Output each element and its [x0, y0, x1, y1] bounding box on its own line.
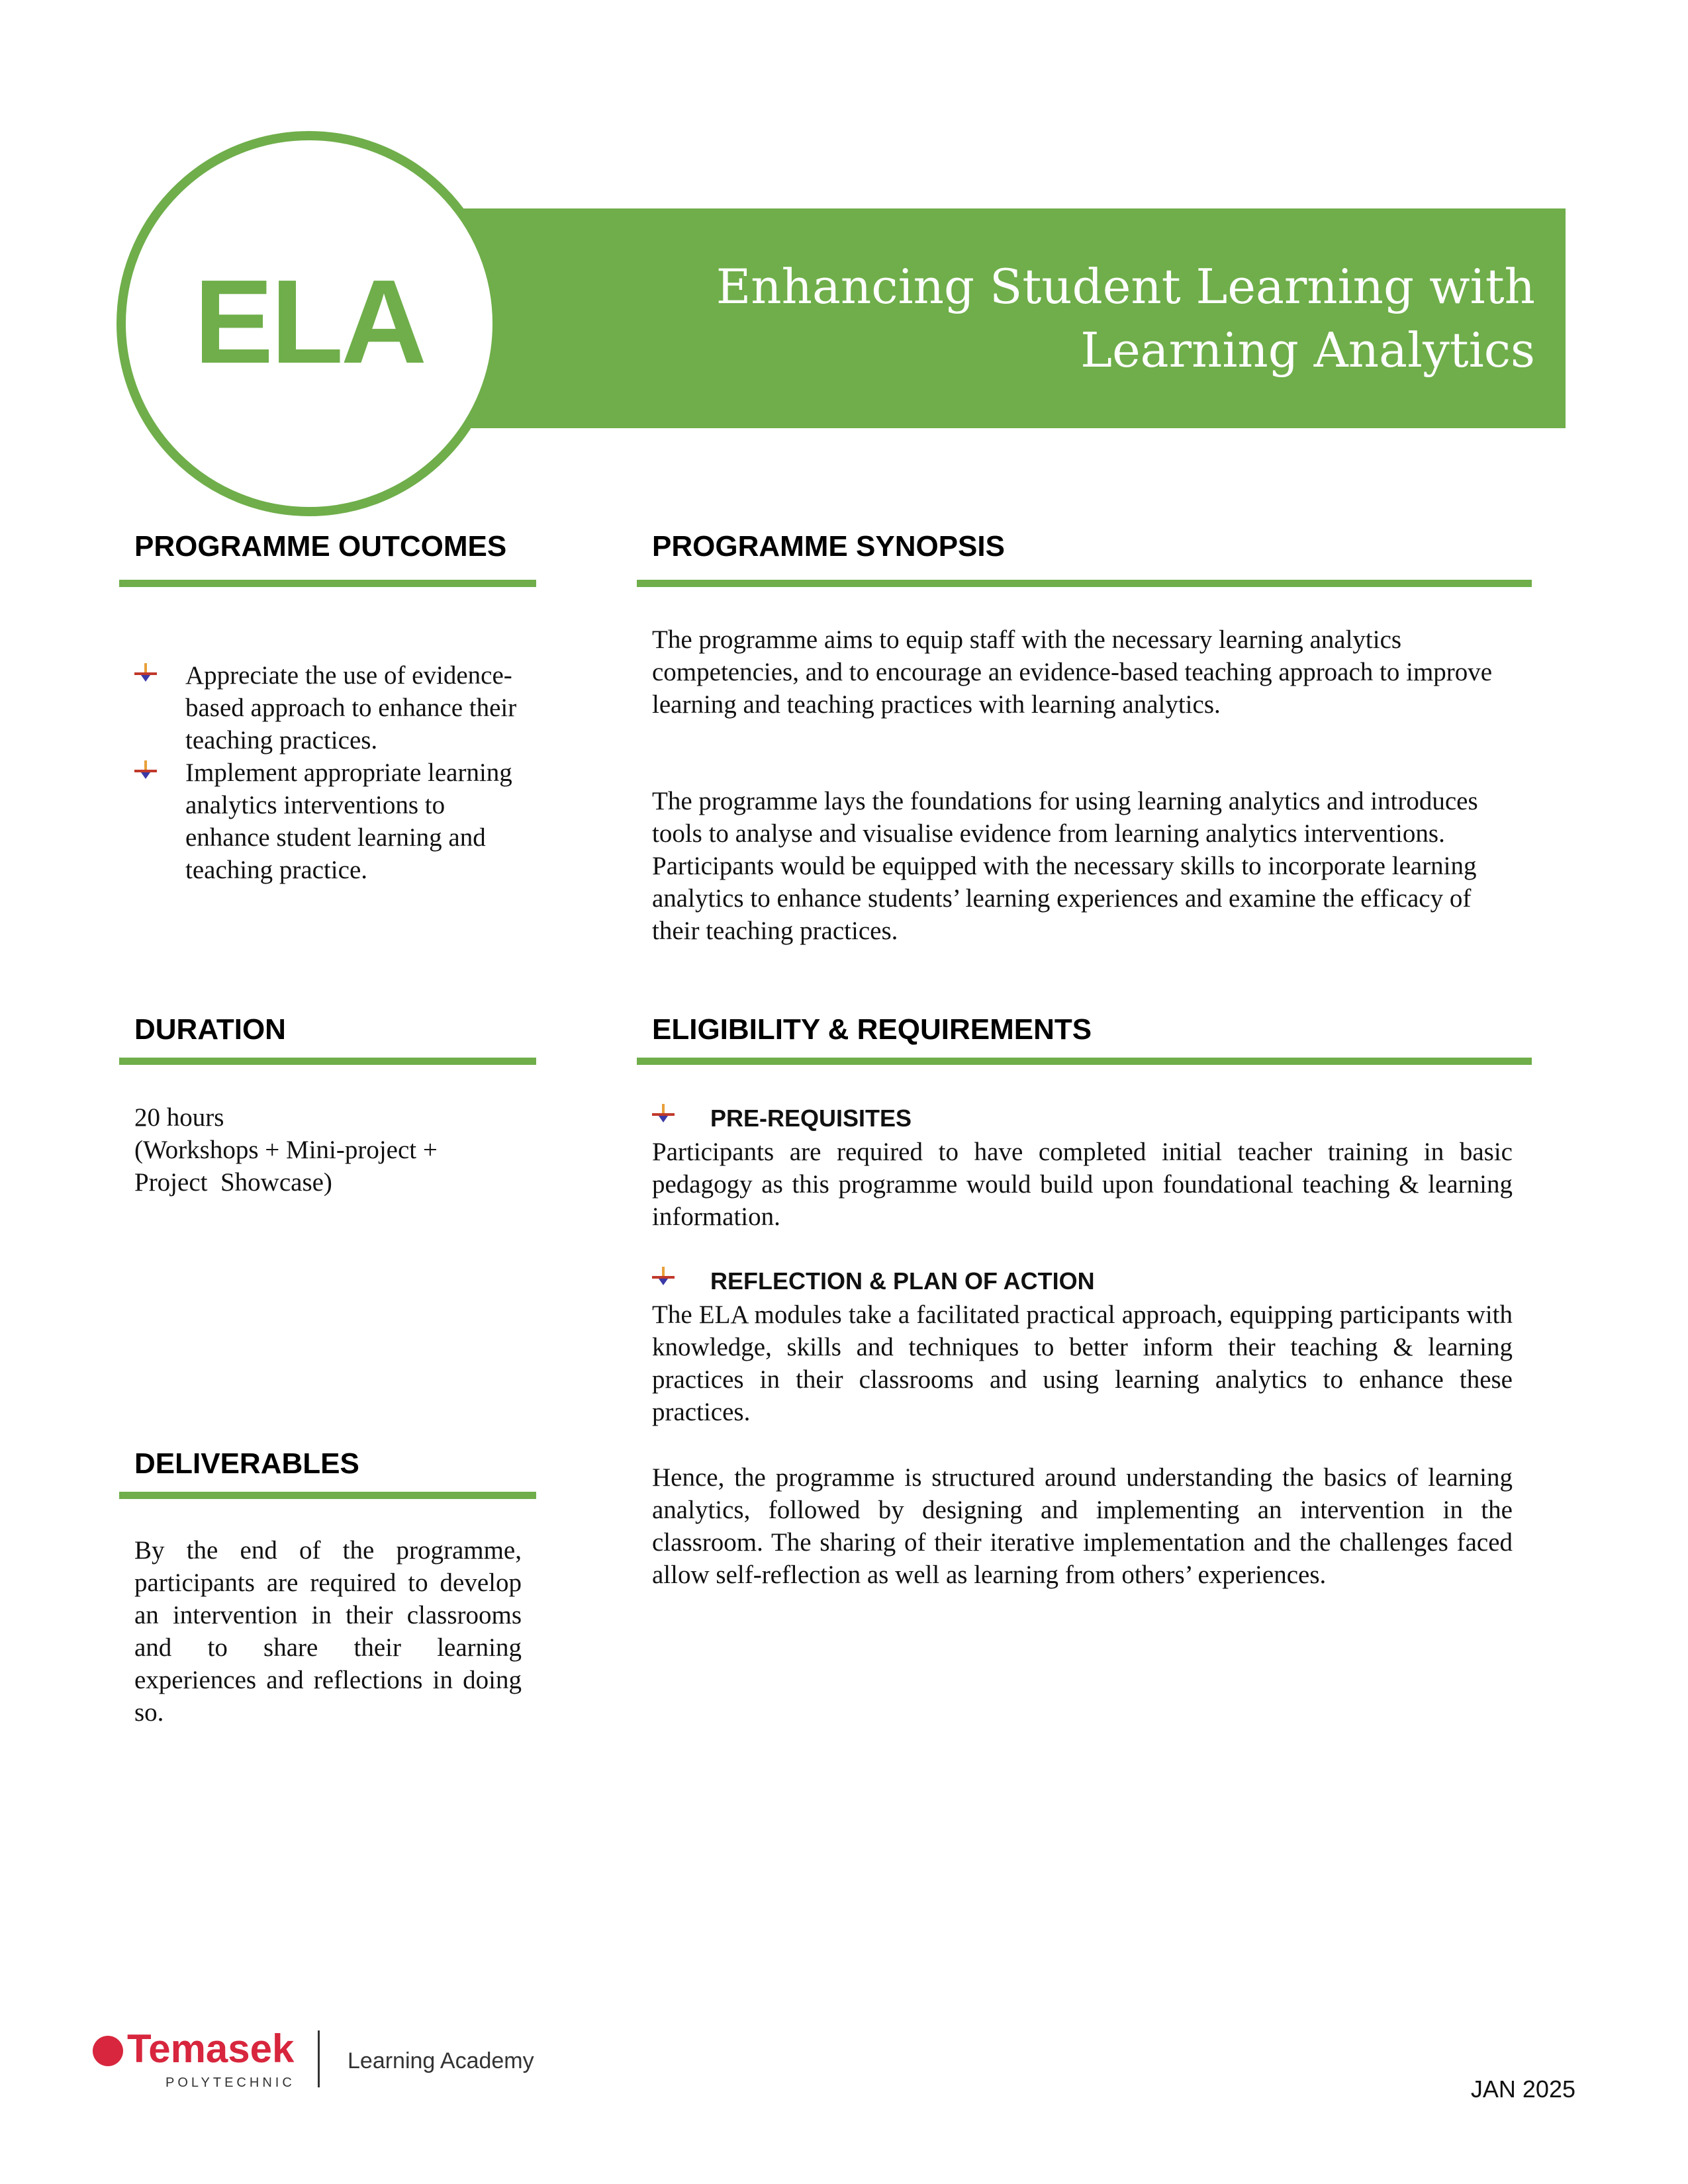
learning-academy-label: Learning Academy [348, 2048, 534, 2073]
prerequisites-title: PRE-REQUISITES [710, 1105, 912, 1132]
bullet-arrow-icon [652, 1267, 675, 1287]
list-item [134, 756, 532, 886]
logo-divider [318, 2030, 320, 2087]
bullet-arrow-icon [652, 1104, 675, 1124]
temasek-logo-icon [93, 2036, 123, 2066]
eligibility-divider [637, 1058, 1532, 1065]
duration-hours: 20 hours [134, 1103, 224, 1132]
bullet-arrow-icon [134, 760, 157, 780]
issue-date: JAN 2025 [1470, 2075, 1575, 2103]
list-item [134, 659, 532, 756]
synopsis-paragraph-1: The programme aims to equip staff with the necessary learning analytics competencies, and to encourage an evidence-based teaching approach to improve learning and teaching practices with learning analytics. [652, 625, 1493, 719]
duration-heading: DURATION [134, 1013, 286, 1046]
title-line-2: Learning Analytics [1080, 322, 1535, 378]
bullet-arrow-icon [134, 663, 157, 683]
synopsis-paragraph-2: The programme lays the foundations for using learning analytics and introduces tools to analyse and visualise evidence from learning analytics interventions. Participants would be equipped with the necessary skills to incorporate learning analytics to enhance students’ learning experiences and examine the efficacy of their teaching practices. [652, 787, 1478, 945]
deliverables-text: By the end of the programme, participants are required to develop an intervention in their classrooms and to share their learning experiences and reflections in doing so. [134, 1536, 522, 1727]
deliverables-heading: DELIVERABLES [134, 1447, 359, 1480]
outcome-text: Appreciate the use of evidence-based approach to enhance their teaching practices. [185, 661, 517, 754]
duration-breakdown-1: (Workshops + Mini-project + [134, 1136, 438, 1164]
acronym-badge [117, 131, 502, 516]
eligibility-heading: ELIGIBILITY & REQUIREMENTS [652, 1013, 1092, 1046]
temasek-logo [93, 2025, 556, 2098]
synopsis-heading: PROGRAMME SYNOPSIS [652, 530, 1005, 563]
title-banner [463, 208, 1566, 428]
logo-subtitle: POLYTECHNIC [165, 2075, 295, 2090]
programme-title [608, 255, 1535, 382]
duration-text [134, 1101, 532, 1199]
duration-breakdown-2: Project Showcase) [134, 1168, 332, 1197]
prerequisites-text: Participants are required to have completed initial teacher training in basic pedagogy as this programme would build upon foundational teaching & learning information. [652, 1138, 1513, 1231]
reflection-text-2: Hence, the programme is structured around understanding the basics of learning analytics, followed by designing and implementing an intervention in the classroom. The sharing of their iterative implementation and the challenges faced allow self-reflection as well as learning from others’ experiences. [652, 1463, 1513, 1589]
outcomes-heading: PROGRAMME OUTCOMES [134, 530, 507, 563]
reflection-text-1: The ELA modules take a facilitated practical approach, equipping participants with knowledge, skills and techniques to better inform their teaching & learning practices in their classrooms and using learning analytics to enhance these practices. [652, 1300, 1513, 1426]
logo-name: Temasek [127, 2026, 295, 2071]
outcome-text: Implement appropriate learning analytics interventions to enhance student learning and teaching practice. [185, 758, 512, 884]
acronym-text: ELA [194, 255, 424, 388]
title-line-1: Enhancing Student Learning with [716, 259, 1535, 314]
outcomes-divider [119, 580, 536, 587]
outcomes-list [134, 659, 532, 886]
reflection-title: REFLECTION & PLAN OF ACTION [710, 1267, 1095, 1295]
synopsis-divider [637, 580, 1532, 587]
duration-divider [119, 1058, 536, 1065]
deliverables-divider [119, 1492, 536, 1499]
